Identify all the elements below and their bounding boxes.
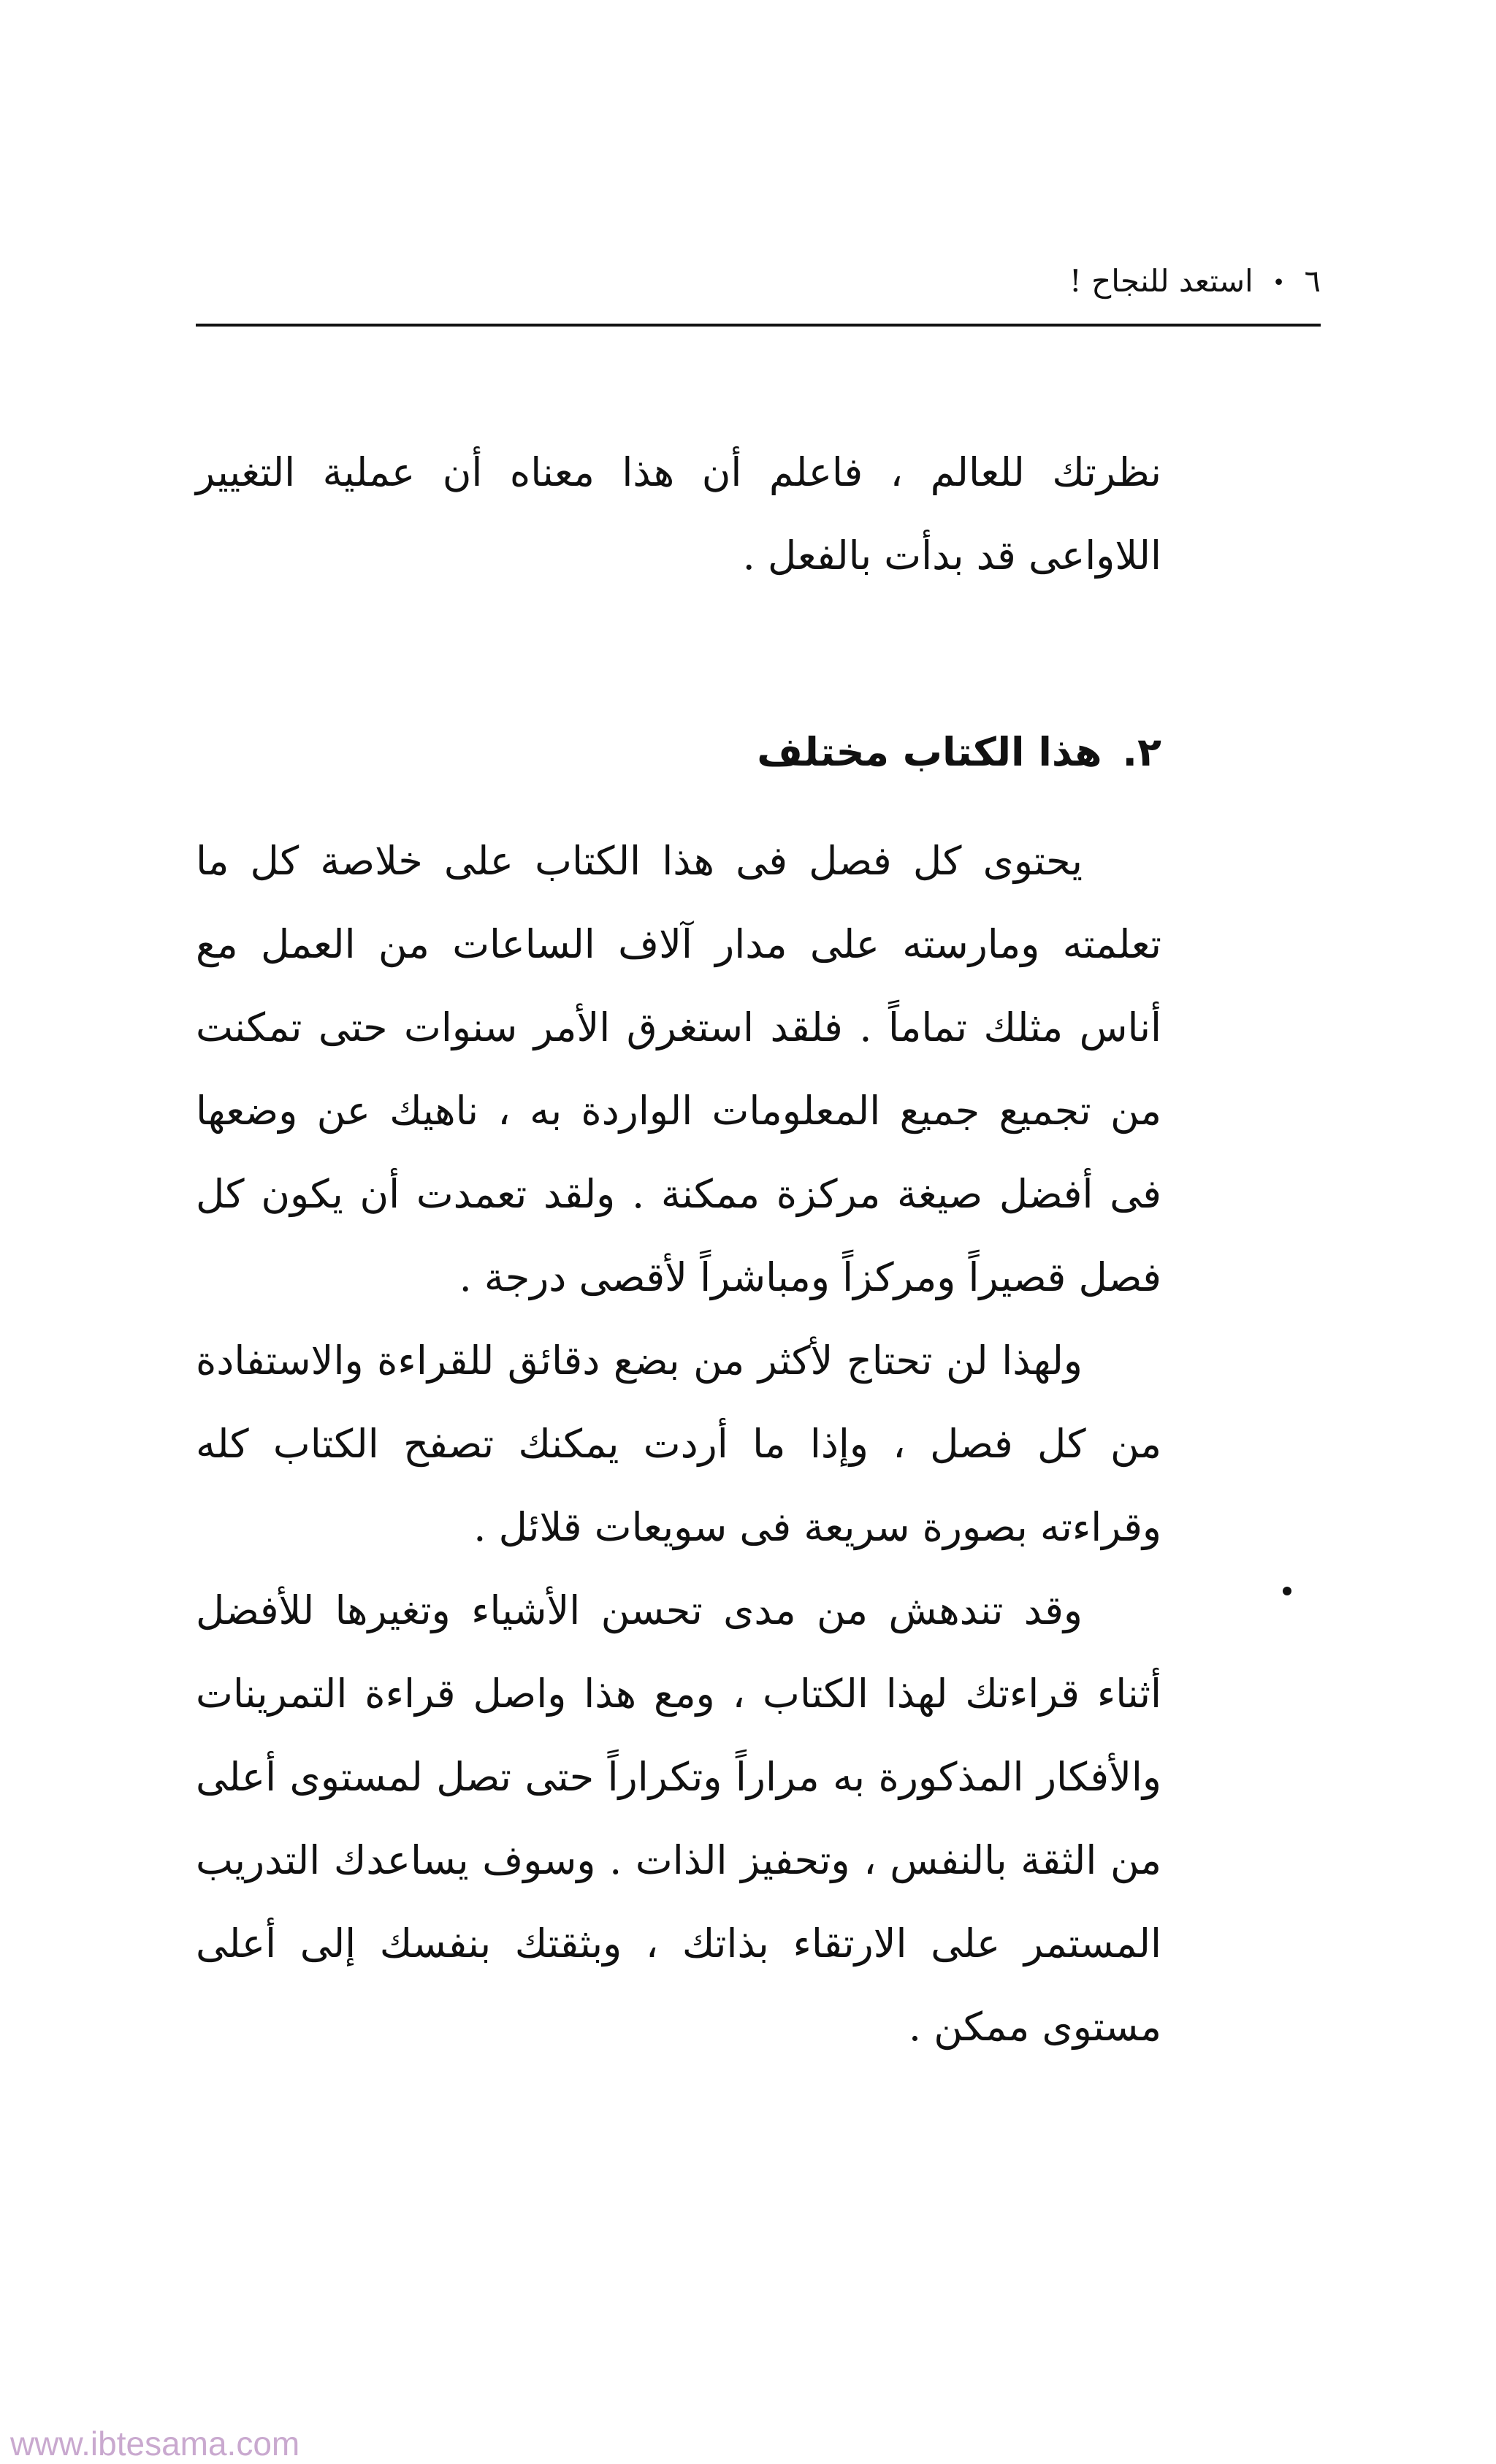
bullet-icon: • (1272, 270, 1286, 296)
watermark: www.ibtesama.com (10, 2425, 300, 2463)
header-rule (196, 324, 1321, 327)
book-title: استعد للنجاح ! (1069, 263, 1253, 299)
page-number: ٦ (1304, 263, 1321, 299)
section-number: ٢. (1122, 729, 1161, 775)
paragraph-3: وقد تندهش من مدى تحسن الأشياء وتغيرها للأفضل أثناء قراءتك لهذا الكتاب ، ومع هذا واصل قراءة التمرينات والأفكار المذكورة به مراراً وتكراراً حتى تصل لمستوى أعلى من الثقة بالنفس ، وتحفيز الذات . وسوف يساعدك التدريب المستمر على الارتقاء بذاتك ، وبثقتك بنفسك إلى أعلى مستوى ممكن . (196, 1587, 1161, 2050)
running-header (196, 256, 1321, 307)
section-heading (757, 723, 1161, 782)
section-body (196, 820, 1161, 2069)
margin-dot (1283, 1587, 1291, 1595)
intro-block (196, 431, 1161, 598)
paragraph-2: ولهذا لن تحتاج لأكثر من بضع دقائق للقراءة والاستفادة من كل فصل ، وإذا ما أردت يمكنك تصفح الكتاب كله وقراءته بصورة سريعة فى سويعات قلائل . (196, 1338, 1161, 1550)
intro-paragraph: نظرتك للعالم ، فاعلم أن هذا معناه أن عملية التغيير اللاواعى قد بدأت بالفعل . (196, 449, 1161, 579)
paragraph-1: يحتوى كل فصل فى هذا الكتاب على خلاصة كل ما تعلمته ومارسته على مدار آلاف الساعات من العمل مع أناس مثلك تماماً . فلقد استغرق الأمر سنوات حتى تمكنت من تجميع جميع المعلومات الواردة به ، ناهيك عن وضعها فى أفضل صيغة مركزة ممكنة . ولقد تعمدت أن يكون كل فصل قصيراً ومركزاً ومباشراً لأقصى درجة . (196, 838, 1161, 1300)
section-title: هذا الكتاب مختلف (757, 729, 1102, 775)
